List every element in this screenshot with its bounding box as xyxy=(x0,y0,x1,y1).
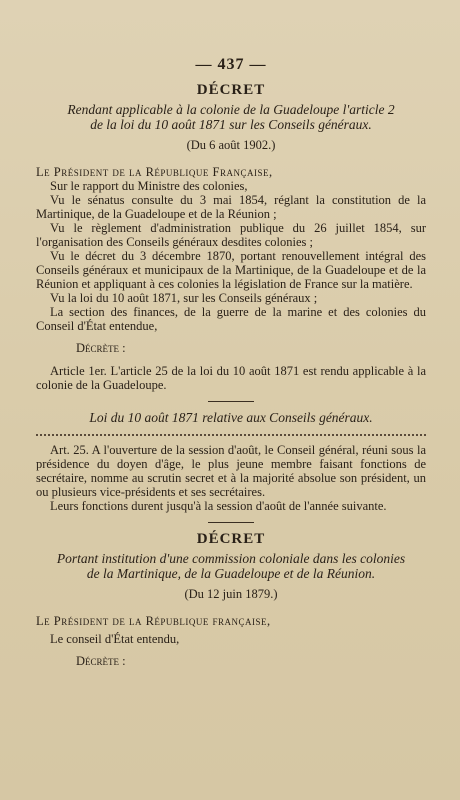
visa-line: La section des finances, de la guerre de la marine et des colonies du Conseil d'État entendue, xyxy=(36,305,426,333)
decree-subtitle-line: de la loi du 10 août 1871 sur les Conseils généraux. xyxy=(90,117,372,132)
decrete-heading: Décrète : xyxy=(76,341,126,355)
decree-subtitle xyxy=(42,102,420,132)
president-heading: Le Président de la République Française, xyxy=(36,165,273,179)
decree-subtitle-line: Portant institution d'une commission coloniale dans les colonies xyxy=(56,551,406,566)
visa-line: Vu le décret du 3 décembre 1870, portant renouvellement intégral des Conseils généraux et municipaux de la Martinique, de la Guadeloupe et de la Réunion et appliquant à ces colonies la législation de France sur la matière. xyxy=(36,249,426,291)
decree-subtitle-line: Rendant applicable à la colonie de la Guadeloupe l'article 2 xyxy=(67,102,395,117)
decrete-heading: Décrète : xyxy=(76,654,126,668)
visa-line: Vu le règlement d'administration publique du 26 juillet 1854, sur l'organisation des Conseils généraux desdites colonies ; xyxy=(36,221,426,249)
law-article: Art. 25. A l'ouverture de la session d'août, le Conseil général, réuni sous la présidence du doyen d'âge, le plus jeune membre faisant fonctions de secrétaire, nomme au scrutin secret et à la majorité absolue son président, un ou plusieurs vice-présidents et ses secrétaires. xyxy=(36,443,426,499)
page-number: — 437 — xyxy=(195,56,267,73)
decree-subtitle xyxy=(42,551,420,581)
law-article-continuation: Leurs fonctions durent jusqu'à la session d'août de l'année suivante. xyxy=(50,499,387,513)
law-title: Loi du 10 août 1871 relative aux Conseils généraux. xyxy=(89,410,373,425)
president-heading: Le Président de la République française, xyxy=(36,614,271,628)
decree-date: (Du 6 août 1902.) xyxy=(186,138,276,152)
visa-line: Sur le rapport du Ministre des colonies, xyxy=(50,179,248,193)
decree-title: DÉCRET xyxy=(196,531,266,547)
decree-subtitle-line: de la Martinique, de la Guadeloupe et de la Réunion. xyxy=(86,566,376,581)
article-paragraph: Article 1er. L'article 25 de la loi du 10 août 1871 est rendu applicable à la colonie de la Guadeloupe. xyxy=(36,364,426,392)
visa-line: Vu le sénatus consulte du 3 mai 1854, réglant la constitution de la Martinique, de la Guadeloupe et de la Réunion ; xyxy=(36,193,426,221)
visa-line: Vu la loi du 10 août 1871, sur les Conseils généraux ; xyxy=(50,291,318,305)
section-divider xyxy=(208,401,254,402)
visa-line: Le conseil d'État entendu, xyxy=(50,632,180,646)
section-divider xyxy=(208,522,254,523)
dotted-divider xyxy=(36,434,426,436)
decree-title: DÉCRET xyxy=(196,82,266,98)
decree-date: (Du 12 juin 1879.) xyxy=(184,587,278,601)
